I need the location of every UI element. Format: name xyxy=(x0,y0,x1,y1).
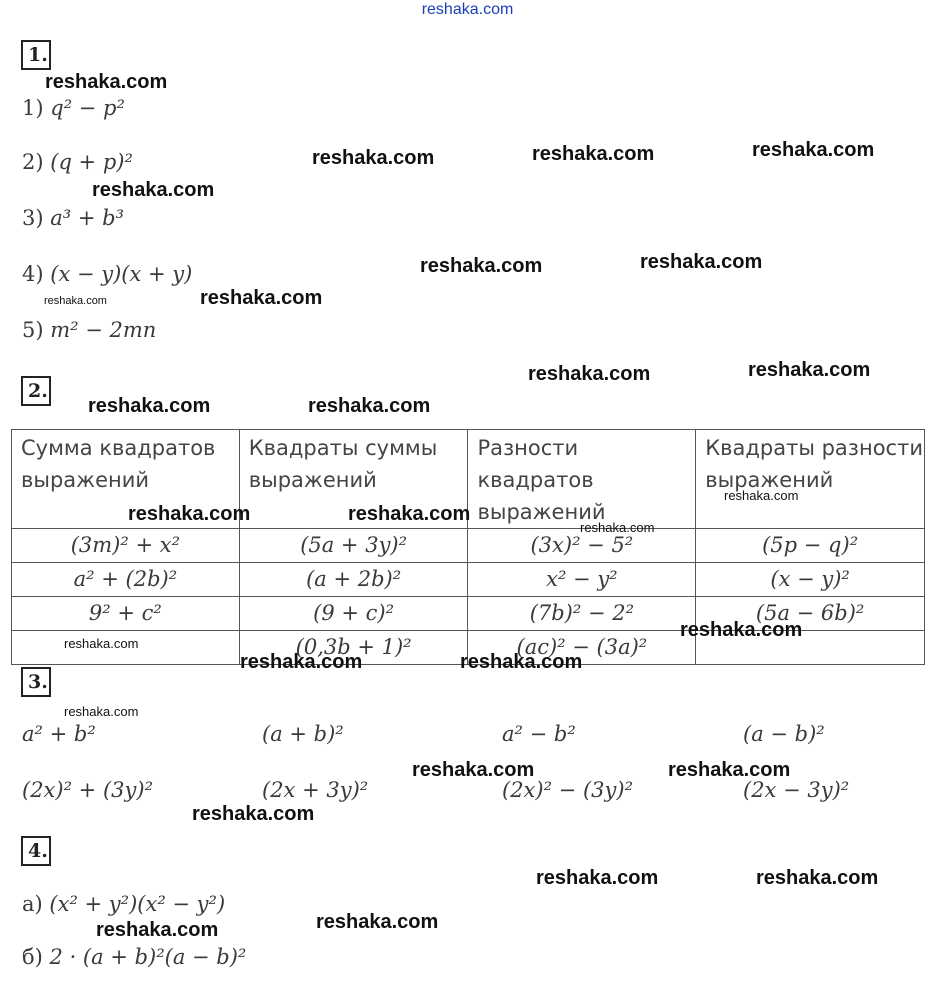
watermark: reshaka.com xyxy=(45,71,168,93)
watermark: reshaka.com xyxy=(580,520,655,535)
watermark: reshaka.com xyxy=(200,287,323,309)
watermark: reshaka.com xyxy=(240,651,363,673)
section-3-expr: (a + b)² xyxy=(262,722,344,746)
watermark: reshaka.com xyxy=(192,803,315,825)
section-1-item-3 xyxy=(22,206,124,230)
table-cell: (a + 2b)² xyxy=(239,563,468,597)
watermark: reshaka.com xyxy=(308,395,431,417)
watermark: reshaka.com xyxy=(680,619,803,641)
item-expr: (q + p)² xyxy=(50,150,133,174)
item-expr: m² − 2mn xyxy=(50,318,157,342)
item-label: 5) xyxy=(22,318,44,342)
watermark: reshaka.com xyxy=(92,179,215,201)
table-cell: (5a − 6b)² xyxy=(696,597,925,631)
section-3-number: 3 . xyxy=(21,667,51,697)
section-3-expr: a² + b² xyxy=(22,722,96,746)
header-sum-of-squares: Сумма квадратов выражений xyxy=(12,430,240,529)
watermark: reshaka.com xyxy=(640,251,763,273)
watermark: reshaka.com xyxy=(312,147,435,169)
section-1-item-5 xyxy=(22,318,156,342)
watermark: reshaka.com xyxy=(128,503,251,525)
watermark: reshaka.com xyxy=(88,395,211,417)
header-square-of-difference: Квадраты разности выражений xyxy=(696,430,925,529)
section-3-expr: (2x + 3y)² xyxy=(262,778,369,802)
table-cell: a² + (2b)² xyxy=(12,563,240,597)
section-1-number: 1 . xyxy=(21,40,51,70)
item-label: а) xyxy=(22,892,43,916)
item-label: 2) xyxy=(22,150,44,174)
watermark: reshaka.com xyxy=(536,867,659,889)
item-expr: 2 · (a + b)²(a − b)² xyxy=(49,945,247,969)
item-label: 4) xyxy=(22,262,44,286)
section-3-expr: (a − b)² xyxy=(743,722,825,746)
section-4-item-a xyxy=(22,892,225,916)
item-label: б) xyxy=(22,945,43,969)
header-difference-of-squares: Разности квадратов выражений xyxy=(468,430,696,529)
table-cell: (3m)² + x² xyxy=(12,529,240,563)
table-cell: (9 + c)² xyxy=(239,597,468,631)
table-cell: (5p − q)² xyxy=(696,529,925,563)
watermark: reshaka.com xyxy=(752,139,875,161)
item-expr: a³ + b³ xyxy=(50,206,124,230)
watermark: reshaka.com xyxy=(668,759,791,781)
watermark: reshaka.com xyxy=(412,759,535,781)
table-cell: (0,3b + 1)² xyxy=(239,631,468,665)
watermark: reshaka.com xyxy=(44,295,107,307)
section-4-item-b xyxy=(22,945,246,969)
watermark: reshaka.com xyxy=(316,911,439,933)
section-4-number: 4 . xyxy=(21,836,51,866)
watermark: reshaka.com xyxy=(724,488,799,503)
table-row xyxy=(12,563,925,597)
table-cell: (5a + 3y)² xyxy=(239,529,468,563)
table-cell: 9² + c² xyxy=(12,597,240,631)
section-3-expr: a² − b² xyxy=(502,722,576,746)
watermark: reshaka.com xyxy=(96,919,219,941)
table-cell: (7b)² − 2² xyxy=(468,597,696,631)
watermark: reshaka.com xyxy=(528,363,651,385)
section-3-expr: (2x − 3y)² xyxy=(743,778,850,802)
table-row xyxy=(12,529,925,563)
item-expr: q² − p² xyxy=(50,96,125,120)
section-1-item-1 xyxy=(22,96,125,120)
site-header-link[interactable]: reshaka.com xyxy=(421,1,514,18)
item-expr: (x − y)(x + y) xyxy=(50,262,193,286)
header-square-of-sum: Квадраты суммы выражений xyxy=(239,430,468,529)
table-cell: (ac)² − (3a)² xyxy=(468,631,696,665)
section-1-item-4 xyxy=(22,262,192,286)
section-3-expr: (2x)² − (3y)² xyxy=(502,778,633,802)
item-expr: (x² + y²)(x² − y²) xyxy=(49,892,226,916)
table-cell: x² − y² xyxy=(468,563,696,597)
watermark: reshaka.com xyxy=(420,255,543,277)
item-label: 3) xyxy=(22,206,44,230)
item-label: 1) xyxy=(22,96,44,120)
watermark: reshaka.com xyxy=(64,636,139,651)
section-1-item-2 xyxy=(22,150,133,174)
watermark: reshaka.com xyxy=(756,867,879,889)
section-2-number: 2 . xyxy=(21,376,51,406)
watermark: reshaka.com xyxy=(748,359,871,381)
watermark: reshaka.com xyxy=(460,651,583,673)
table-cell: (3x)² − 5² xyxy=(468,529,696,563)
watermark: reshaka.com xyxy=(348,503,471,525)
section-3-expr: (2x)² + (3y)² xyxy=(22,778,153,802)
watermark: reshaka.com xyxy=(64,704,139,719)
watermark: reshaka.com xyxy=(532,143,655,165)
table-cell: (x − y)² xyxy=(696,563,925,597)
